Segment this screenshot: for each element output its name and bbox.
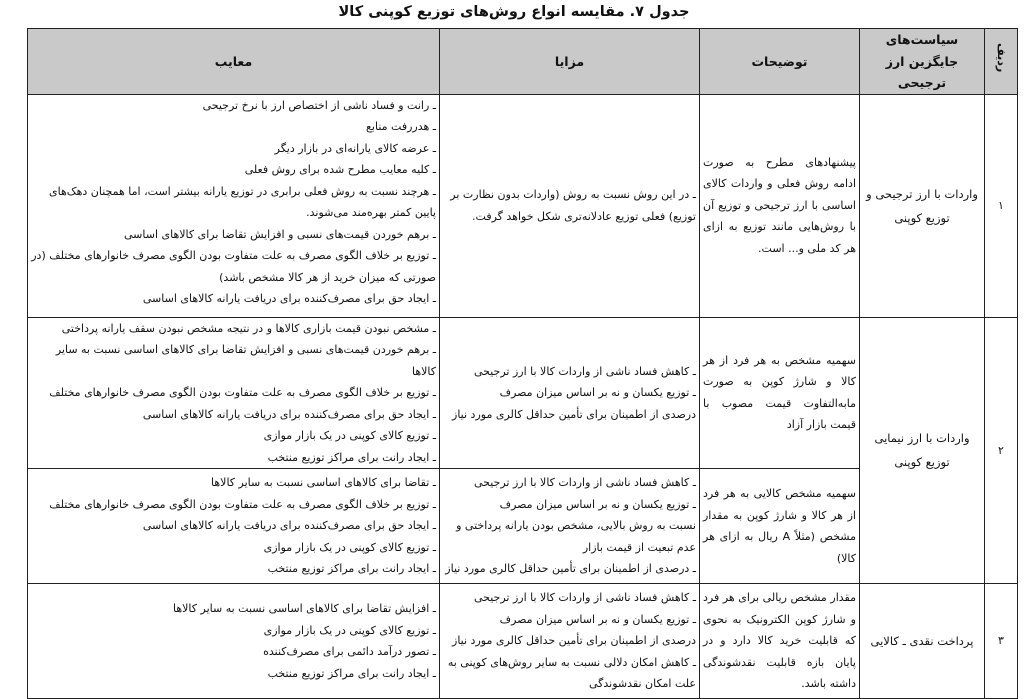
advantage-item: نسبت به روش بالایی، مشخص بودن یارانه پرداختی و عدم تبعیت از قیمت بازار (456, 519, 696, 554)
disadvantage-item: ـ ایجاد رانت برای مراکز توزیع منتخب (267, 562, 436, 576)
disadvantage-item: ـ توزیع بر خلاف الگوی مصرف به علت متفاوت بودن الگوی مصرف خانوارهای مختلف (49, 497, 436, 511)
advantage-item: ـ کاهش فساد ناشی از واردات کالا با ارز ترجیحی (473, 364, 696, 378)
disadvantage-item: ـ افزایش تقاضا برای کالاهای اساسی نسبت به سایر کالاها (173, 602, 436, 615)
disadvantages-cell (28, 584, 440, 699)
description-cell: سهمیه مشخص کالایی به هر فرد از هر کالا و شارژ کوپن به مقدار مشخص (مثلاً A ریال به ازای هر کالا) (700, 469, 860, 584)
table-row (28, 317, 1018, 469)
disadvantage-item: ـ رانت و فساد ناشی از اختصاص ارز با نرخ ترجیحی (202, 98, 436, 112)
disadvantage-item: ـ هرچند نسبت به روش فعلی برابری در توزیع یارانه بیشتر است، اما همچنان دهک‌های پایین کمتر بهره‌مند می‌شوند. (49, 184, 436, 219)
coupon-distribution-comparison-table (27, 28, 1018, 699)
disadvantages-cell (28, 469, 440, 584)
disadvantage-item: ـ توزیع کالای کوپنی در یک بازار موازی (263, 540, 436, 554)
description-cell: سهمیه مشخص به هر فرد از هر کالا و شارژ کوپن به صورت مابه‌التفاوت قیمت مصوب با قیمت بازار آزاد (700, 317, 860, 469)
header-advantages: مزایا (440, 29, 700, 95)
advantage-item: ـ کاهش امکان دلالی نسبت به سایر روش‌های کوپنی به علت امکان نقدشوندگی (447, 655, 696, 691)
table-title: جدول ۷. مقایسه انواع روش‌های توزیع کوپنی کالا (338, 4, 690, 20)
policy-cell: واردات با ارز ترجیحی و توزیع کوپنی (860, 94, 985, 317)
advantages-cell (440, 317, 700, 469)
disadvantage-item: ـ مشخص نبودن قیمت بازاری کالاها و در نتیجه مشخص نبودن سقف یارانه پرداختی (61, 321, 436, 335)
row-number: ۳ (985, 584, 1018, 699)
disadvantage-item: ـ توزیع کالای کوپنی در یک بازار موازی (263, 623, 436, 637)
header-policy: سیاست‌های جایگزین ارز ترجیحی (860, 29, 985, 95)
table-body (28, 94, 1018, 699)
advantage-item: ـ کاهش فساد ناشی از واردات کالا با ارز ترجیحی (473, 591, 696, 605)
disadvantage-item: ـ برهم خوردن قیمت‌های نسبی و افزایش تقاضا برای کالاهای اساسی نسبت به سایر کالاها (55, 343, 436, 378)
advantage-item: ـ کاهش فساد ناشی از واردات کالا با ارز ترجیحی (473, 476, 696, 490)
disadvantage-item: ـ کلیه معایب مطرح شده برای روش فعلی (244, 163, 436, 176)
disadvantages-cell (28, 317, 440, 469)
advantage-item: ـ در این روش نسبت به روش (واردات بدون نظارت بر توزیع) فعلی توزیع عادلانه‌تری شکل خواهد گرفت. (450, 188, 696, 223)
policy-cell: واردات با ارز نیمایی توزیع کوپنی (860, 317, 985, 584)
disadvantage-item: ـ ایجاد حق برای مصرف‌کننده برای دریافت یارانه کالاهای اساسی (142, 519, 436, 533)
advantages-cell (440, 469, 700, 584)
header-row (28, 29, 1018, 95)
advantage-item: درصدی از اطمینان برای تأمین حداقل کالری مورد نیاز (452, 634, 696, 648)
advantages-cell (440, 94, 700, 317)
disadvantage-item: ـ تصور درآمد دائمی برای مصرف‌کننده (263, 645, 436, 658)
policy-cell: پرداخت نقدی ـ کالایی (860, 584, 985, 699)
description-cell: پیشنهادهای مطرح به صورت ادامه روش فعلی و واردات کالای اساسی با ارز ترجیحی و توزیع آن با روش‌هایی مانند توزیع به ازای هر کد ملی و... است. (700, 94, 860, 317)
header-row-number (985, 29, 1018, 95)
disadvantage-item: ـ برهم خوردن قیمت‌های نسبی و افزایش تقاضا برای کالاهای اساسی (123, 227, 436, 241)
disadvantage-item: ـ عرضه کالای یارانه‌ای در بازار دیگر (274, 141, 436, 155)
disadvantage-item: ـ ایجاد حق برای مصرف‌کننده برای دریافت یارانه کالاهای اساسی (142, 292, 436, 305)
disadvantage-item: ـ ایجاد رانت برای مراکز توزیع منتخب (267, 666, 436, 680)
disadvantage-item: ـ ایجاد رانت برای مراکز توزیع منتخب (267, 450, 436, 464)
advantage-item: درصدی از اطمینان برای تأمین حداقل کالری مورد نیاز (452, 407, 696, 421)
advantage-item: ـ توزیع یکسان و نه بر اساس میزان مصرف (499, 497, 696, 511)
advantage-item: ـ درصدی از اطمینان برای تأمین حداقل کالری مورد نیاز (445, 562, 696, 576)
table-row (28, 584, 1018, 699)
disadvantage-item: ـ توزیع بر خلاف الگوی مصرف به علت متفاوت بودن الگوی مصرف خانوارهای مختلف (49, 386, 436, 399)
disadvantage-item: ـ تقاضا برای کالاهای اساسی نسبت به سایر کالاها (211, 476, 436, 490)
row-number: ۱ (985, 94, 1018, 317)
advantage-item: ـ توزیع یکسان و نه بر اساس میزان مصرف (499, 612, 696, 626)
disadvantage-item: ـ توزیع بر خلاف الگوی مصرف به علت متفاوت بودن الگوی مصرف خانوارهای مختلف (در صورتی که میزان خرید از هر کالا مشخص باشد) (31, 249, 436, 284)
description-cell: مقدار مشخص ریالی برای هر فرد و شارژ کوپن الکترونیک به نحوی که قابلیت خرید کالا دارد و در پایان بازه قابلیت نقدشوندگی داشته باشد. (700, 584, 860, 699)
disadvantage-item: ـ ایجاد حق برای مصرف‌کننده برای دریافت یارانه کالاهای اساسی (142, 407, 436, 421)
row-number: ۲ (985, 317, 1018, 584)
header-disadvantages: معایب (28, 29, 440, 95)
advantage-item: ـ توزیع یکسان و نه بر اساس میزان مصرف (499, 386, 696, 399)
table-row (28, 94, 1018, 317)
header-row-number-label: ردیف (994, 43, 1008, 73)
advantages-cell (440, 584, 700, 699)
header-description: توضیحات (700, 29, 860, 95)
disadvantages-cell (28, 94, 440, 317)
disadvantage-item: ـ هدررفت منابع (366, 120, 436, 133)
disadvantage-item: ـ توزیع کالای کوپنی در یک بازار موازی (263, 429, 436, 442)
